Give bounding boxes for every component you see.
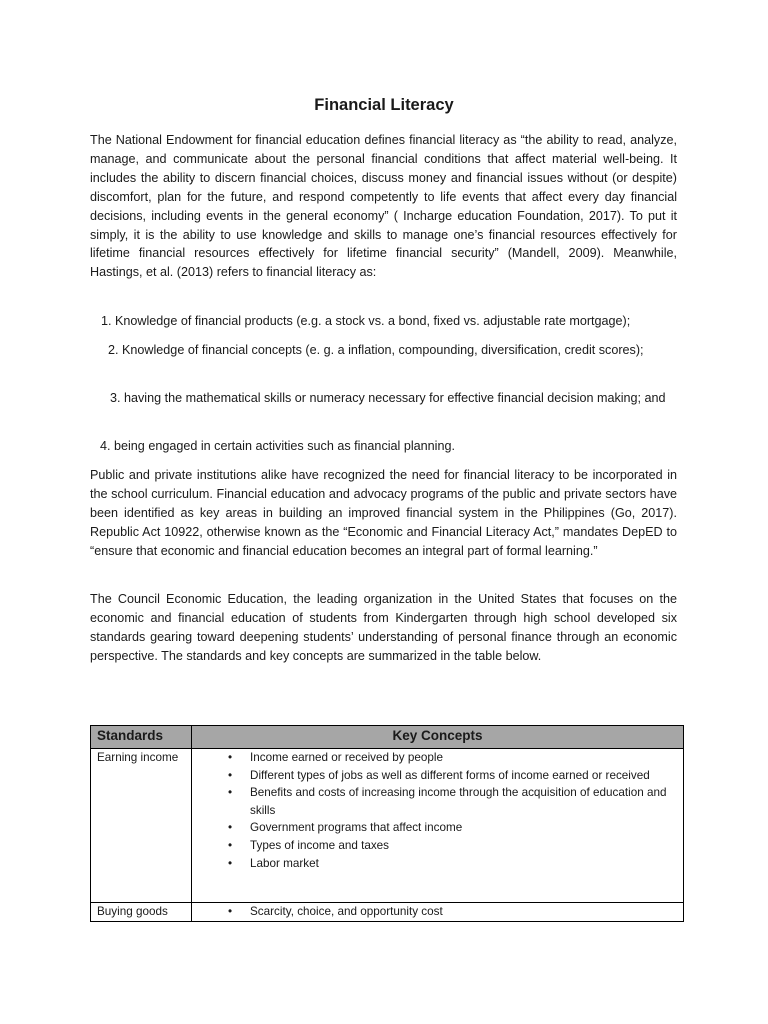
concept-item: • Types of income and taxes <box>250 837 677 855</box>
key-concepts-header: Key Concepts <box>192 726 684 749</box>
institutions-paragraph: Public and private institutions alike have recognized the need for financial literacy to be incorporated in the school curriculum. Financial education and advocacy programs of the public and private sectors have been identified as key areas in building an improved financial system in the Philippines (Go, 2017). Republic Act 10922, otherwise known as the “Economic and Financial Literacy Act,” mandates DepED to “ensure that economic and financial education becomes an integral part of formal learning.” <box>90 468 677 558</box>
standard-cell: Earning income <box>91 749 192 903</box>
concept-item: • Income earned or received by people <box>250 749 677 767</box>
standard-cell: Buying goods <box>91 903 192 922</box>
standards-table <box>90 725 684 922</box>
list-item: 2. Knowledge of financial concepts (e. g. a inflation, compounding, diversification, credit scores); <box>108 343 644 357</box>
intro-paragraph: The National Endowment for financial education defines financial literacy as “the ability to read, analyze, manage, and communicate about the personal financial conditions that affect material well-being. It includes the ability to discern financial choices, discuss money and financial issues without (or despite) discomfort, plan for the future, and respond competently to life events that affect every day financial decisions, including events in the general economy” ( Incharge education Foundation, 2017). To put it simply, it is the ability to use knowledge and skills to manage one’s financial resources effectively for lifetime financial resources effectively for lifetime financial security” (Mandell, 2009). Meanwhile, Hastings, et al. (2013) refers to financial literacy as: <box>90 133 677 280</box>
concepts-cell <box>192 749 684 903</box>
concept-item: • Different types of jobs as well as different forms of income earned or received <box>250 767 677 785</box>
page-title: Financial Literacy <box>314 96 454 114</box>
concept-item: • Benefits and costs of increasing income through the acquisition of education and skills <box>250 784 677 819</box>
table-header-row <box>91 726 684 749</box>
list-item: 3. having the mathematical skills or numeracy necessary for effective financial decision making; and <box>110 391 666 405</box>
standards-header: Standards <box>91 726 192 749</box>
list-item: 1. Knowledge of financial products (e.g. a stock vs. a bond, fixed vs. adjustable rate mortgage); <box>101 314 631 328</box>
concepts-list <box>198 903 677 921</box>
concepts-cell <box>192 903 684 922</box>
list-item: 4. being engaged in certain activities such as financial planning. <box>100 439 455 453</box>
council-paragraph: The Council Economic Education, the leading organization in the United States that focuses on the economic and financial education of students from Kindergarten through high school developed six standards gearing toward deepening students’ understanding of personal finance through an economic perspective. The standards and key concepts are summarized in the table below. <box>90 592 677 663</box>
concept-item: • Scarcity, choice, and opportunity cost <box>250 903 677 921</box>
concept-item: • Labor market <box>250 855 677 873</box>
concept-item: • Government programs that affect income <box>250 819 677 837</box>
concepts-list <box>198 749 677 872</box>
table-row <box>91 903 684 922</box>
table-row <box>91 749 684 903</box>
